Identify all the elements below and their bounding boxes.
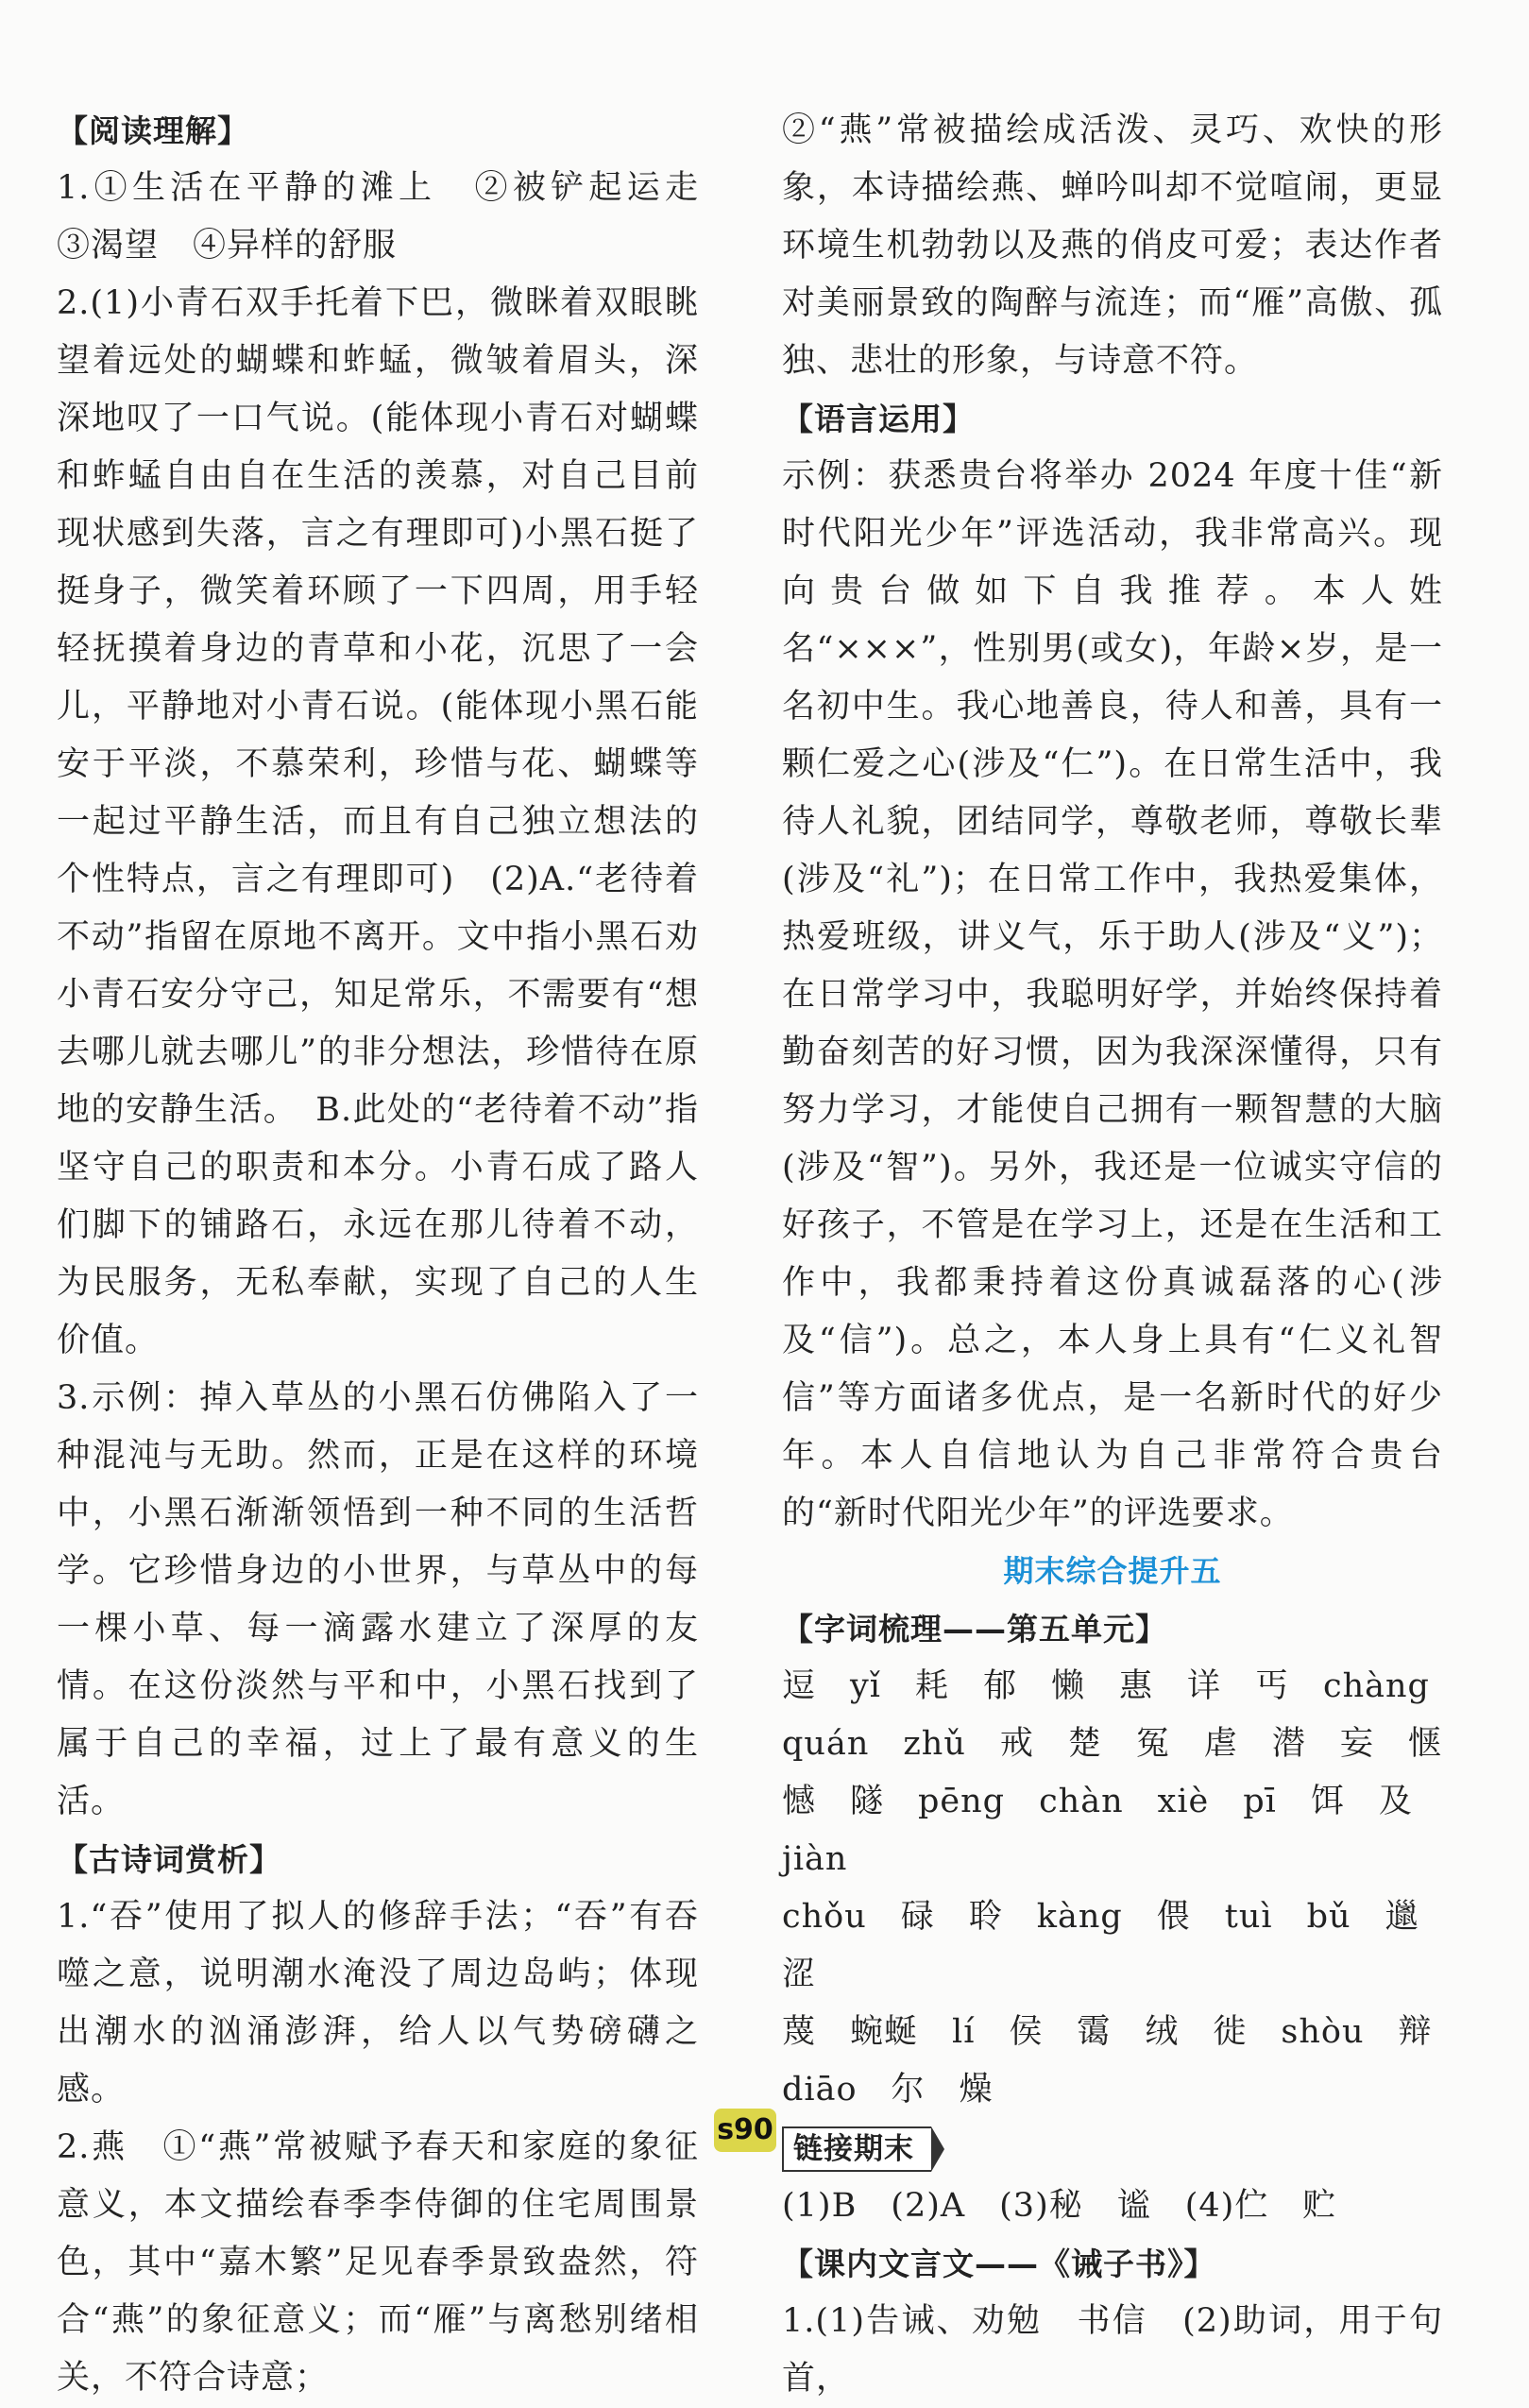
section-heading-reading: 【阅读理解】	[57, 112, 249, 149]
section-heading-classical: 【课内文言文——《诫子书》】	[782, 2246, 1216, 2282]
section-heading-words: 【字词梳理——第五单元】	[782, 1611, 1167, 1648]
word-row-4: chǒu 碌 聆 kàng 偎 tuì bǔ 邋 涩	[782, 1898, 1453, 1993]
poem-answer-2-continued: ②“燕”常被描绘成活泼、灵巧、欢快的形象，本诗描绘燕、蝉吟叫却不觉喧闹，更显环境生机勃勃以及燕的俏皮可爱；表达作者对美丽景致的陶醉与流连；而“雁”高傲、孤独、悲壮的形象，与诗意不符。	[782, 111, 1443, 380]
reading-answer-2: 2.(1)小青石双手托着下巴，微眯着双眼眺望着远处的蝴蝶和蚱蜢，微皱着眉头，深深地叹了一口气说。(能体现小青石对蝴蝶和蚱蜢自由自在生活的羡慕，对自己目前现状感到失落，言之有理即可)小黑石挺了挺身子，微笑着环顾了一下四周，用手轻轻抚摸着身边的青草和小花，沉思了一会儿，平静地对小青石说。(能体现小黑石能安于平淡，不慕荣利，珍惜与花、蝴蝶等一起过平静生活，而且有自己独立想法的个性特点，言之有理即可) (2)A.“老待着不动”指留在原地不离开。文中指小黑石劝小青石安分守己，知足常乐，不需要有“想去哪儿就去哪儿”的非分想法，珍惜待在原地的安静生活。 B.此处的“老待着不动”指坚守自己的职责和本分。小青石成了路人们脚下的铺路石，永远在那儿待着不动，为民服务，无私奉献，实现了自己的人生价值。	[57, 284, 699, 1359]
right-column	[782, 102, 1453, 2408]
unit-title: 期末综合提升五	[1003, 1553, 1222, 1589]
language-answer: 示例：获悉贵台将举办 2024 年度十佳“新时代阳光少年”评选活动，我非常高兴。现向贵台做如下自我推荐。本人姓名“×××”，性别男(或女)，年龄×岁，是一名初中生。我心地善良，待人和善，具有一颗仁爱之心(涉及“仁”)。在日常生活中，我待人礼貌，团结同学，尊敬老师，尊敬长辈(涉及“礼”)；在日常工作中，我热爱集体，热爱班级，讲义气，乐于助人(涉及“义”)；在日常学习中，我聪明好学，并始终保持着勤奋刻苦的好习惯，因为我深深懂得，只有努力学习，才能使自己拥有一颗智慧的大脑(涉及“智”)。另外，我还是一位诚实守信的好孩子，不管是在学习上，还是在生活和工作中，我都秉持着这份真诚磊落的心(涉及“信”)。总之，本人身上具有“仁义礼智信”等方面诸多优点，是一名新时代的好少年。本人自信地认为自己非常符合贵台的“新时代阳光少年”的评选要求。	[782, 457, 1443, 1532]
poem-answer-1: 1.“吞”使用了拟人的修辞手法；“吞”有吞噬之意，说明潮水淹没了周边岛屿；体现出潮水的汹涌澎湃，给人以气势磅礴之感。	[57, 1898, 699, 2109]
classical-answer-1: 1.(1)告诫、劝勉 书信 (2)助词，用于句首，	[782, 2302, 1443, 2398]
left-column	[57, 102, 734, 2407]
word-row-5: 蔑 蜿蜒 lí 侯 霭 绒 徙 shòu 辩	[782, 2013, 1433, 2051]
word-row-3: 憾 隧 pēng chàn xiè pī 饵 及 jiàn	[782, 1783, 1447, 1878]
reading-answer-1: 1.①生活在平静的滩上 ②被铲起运走 ③渴望 ④异样的舒服	[57, 169, 734, 265]
link-final-answers: (1)B (2)A (3)秘 谧 (4)伫 贮	[782, 2187, 1337, 2225]
word-row-2: quán zhǔ 戒 楚 冤 虐 潜 妄 惬	[782, 1725, 1442, 1763]
word-row-6: diāo 尔 燥	[782, 2071, 994, 2109]
reading-answer-3: 3.示例：掉入草丛的小黑石仿佛陷入了一种混沌与无助。然而，正是在这样的环境中，小黑石渐渐领悟到一种不同的生活哲学。它珍惜身边的小世界，与草丛中的每一棵小草、每一滴露水建立了深厚的友情。在这份淡然与平和中，小黑石找到了属于自己的幸福，过上了最有意义的生活。	[57, 1379, 699, 1820]
page-number: s90	[714, 2109, 776, 2152]
poem-answer-2: 2.燕 ①“燕”常被赋予春天和家庭的象征意义，本文描绘春季李侍御的住宅周围景色，其中“嘉木繁”足见春季景致盎然，符合“燕”的象征意义；而“雁”与离愁别绪相关，不符合诗意；	[57, 2128, 699, 2397]
section-heading-language: 【语言运用】	[782, 401, 975, 437]
section-heading-poem: 【古诗词赏析】	[57, 1841, 281, 1878]
link-final-tag: 链接期末	[782, 2126, 931, 2172]
word-row-1: 逗 yǐ 耗 郁 懒 惠 详 丐 chàng	[782, 1667, 1430, 1705]
